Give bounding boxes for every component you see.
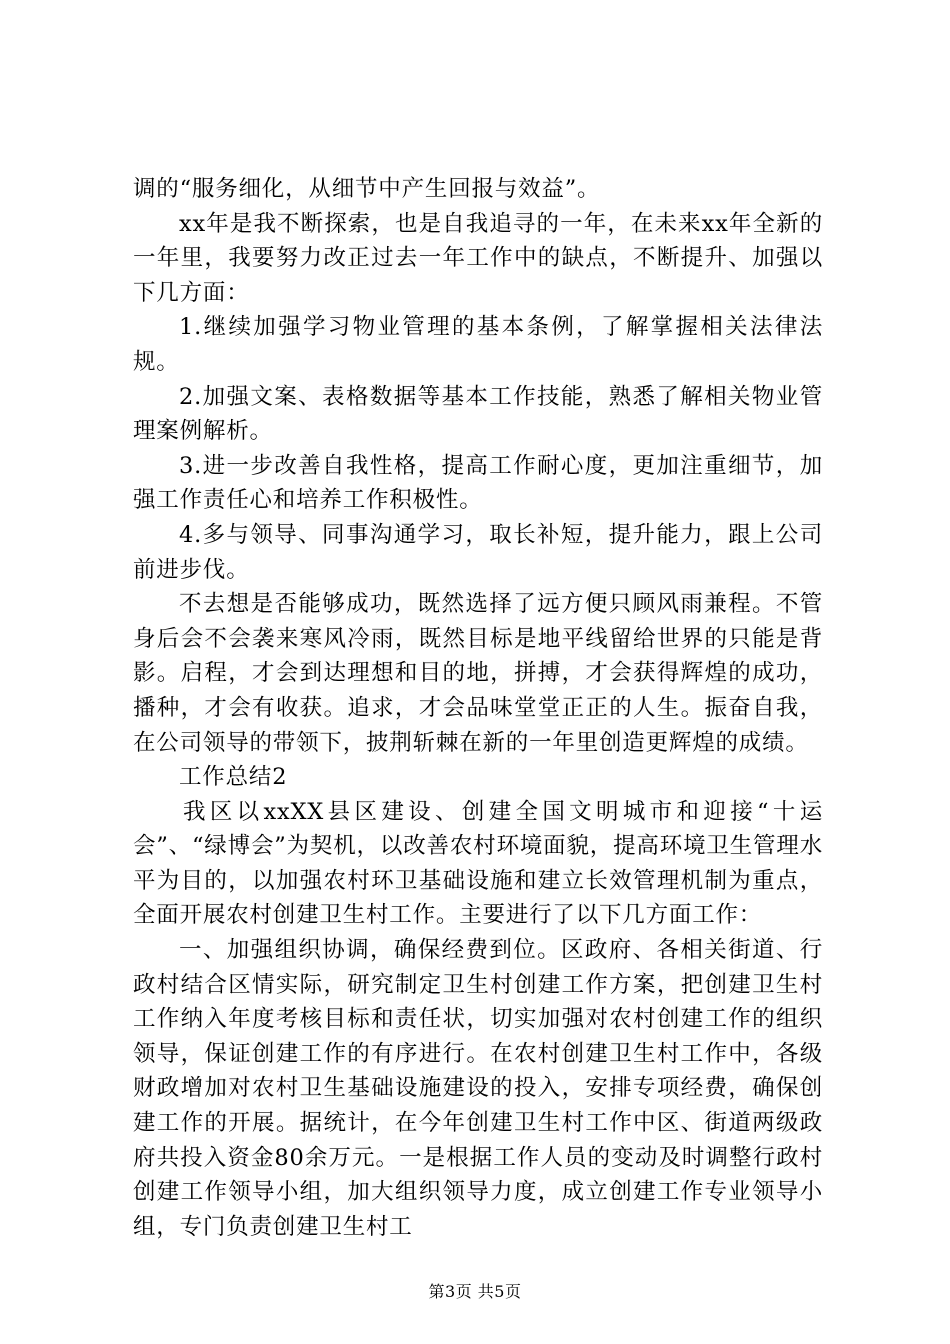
list-item-1: 1.继续加强学习物业管理的基本条例，了解掌握相关法律法规。 — [133, 314, 823, 375]
list-item-2: 2.加强文案、表格数据等基本工作技能，熟悉了解相关物业管理案例解析。 — [133, 383, 823, 445]
section-heading: 工作总结2 — [179, 764, 288, 791]
document-body — [133, 172, 823, 1244]
paragraph-year-summary: xx年是我不断探索，也是自我追寻的一年，在未来xx年全新的一年里，我要努力改正过去一年工作中的缺点，不断提升、加强以下几方面： — [133, 210, 823, 306]
list-item-3: 3.进一步改善自我性格，提高工作耐心度，更加注重细节，加强工作责任心和培养工作积极性。 — [133, 452, 823, 514]
paragraph-continuation: 调的“服务细化，从细节中产生回报与效益”。 — [133, 176, 601, 202]
paragraph-closing: 不去想是否能够成功，既然选择了远方便只顾风雨兼程。不管身后会不会袭来寒风冷雨，既然目标是地平线留给世界的只能是背影。启程，才会到达理想和目的地，拼搏，才会获得辉煌的成功，播种，才会有收获。追求，才会品味堂堂正正的人生。振奋自我，在公司领导的带领下，披荆斩棘在新的一年里创造更辉煌的成绩。 — [133, 591, 823, 756]
paragraph-intro: 我区以xxXX县区建设、创建全国文明城市和迎接“十运会”、“绿博会”为契机，以改善农村环境面貌，提高环境卫生管理水平为目的，以加强农村环卫基础设施和建立长效管理机制为重点，全面开展农村创建卫生村工作。主要进行了以下几方面工作： — [133, 798, 823, 929]
page-number-footer: 第3页 共5页 — [428, 1282, 522, 1301]
list-item-4: 4.多与领导、同事沟通学习，取长补短，提升能力，跟上公司前进步伐。 — [133, 521, 823, 583]
paragraph-section-one: 一、加强组织协调，确保经费到位。区政府、各相关街道、行政村结合区情实际，研究制定卫生村创建工作方案，把创建卫生村工作纳入年度考核目标和责任状，切实加强对农村创建工作的组织领导，保证创建工作的有序进行。在农村创建卫生村工作中，各级财政增加对农村卫生基础设施建设的投入，安排专项经费，确保创建工作的开展。据统计，在今年创建卫生村工作中区、街道两级政府共投入资金80余万元。一是根据工作人员的变动及时调整行政村创建工作领导小组，加大组织领导力度，成立创建工作专业领导小组，专门负责创建卫生村工 — [133, 937, 823, 1240]
